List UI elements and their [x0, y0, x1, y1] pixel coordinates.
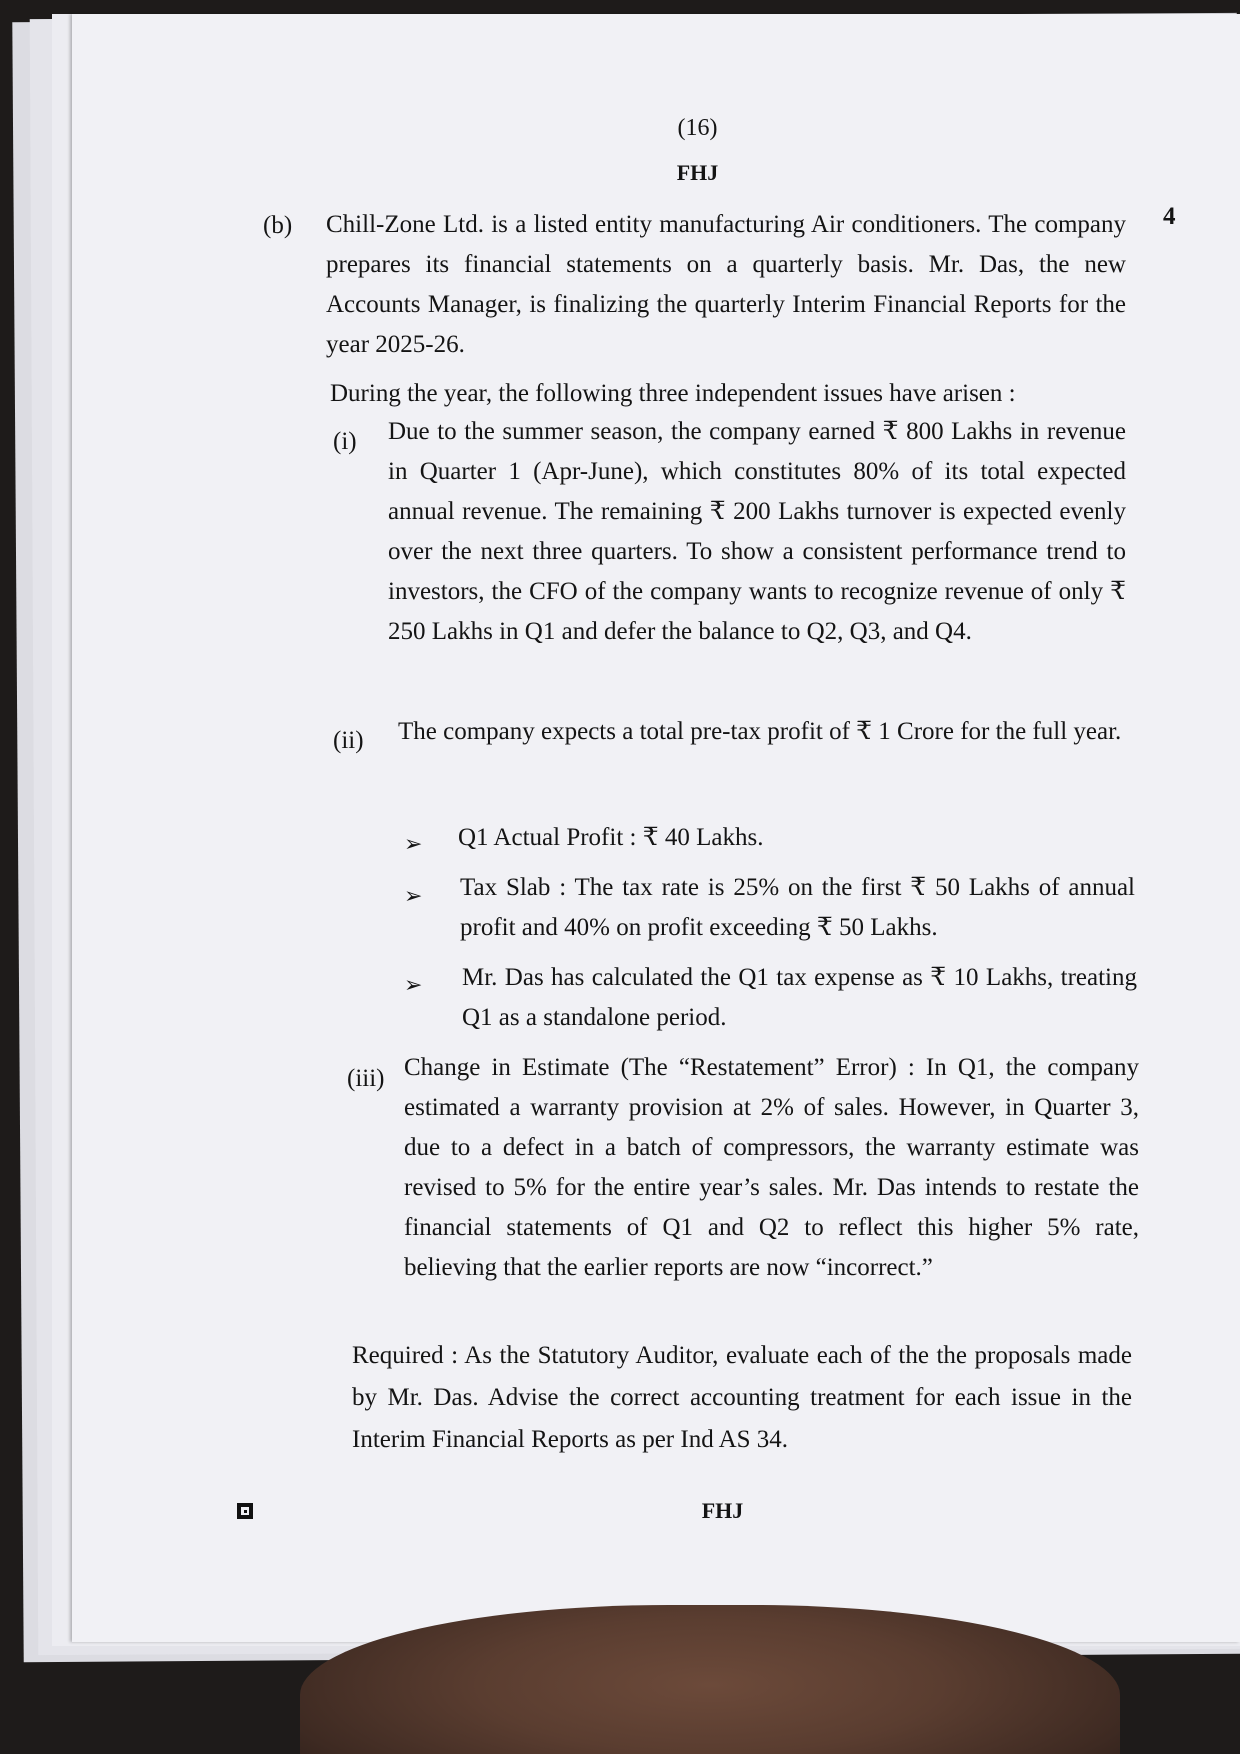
bullet-text-1: Q1 Actual Profit : ₹ 40 Lakhs. — [458, 824, 764, 851]
footer-code: FHJ — [701, 1498, 744, 1523]
required-instruction: Required : As the Statutory Auditor, evaluate each of the the proposals made by Mr. Das. Advise the correct accounting treatment for each issue in the Interim Financial Reports as per Ind AS 34. — [352, 1342, 1132, 1453]
bullet-text-2: Tax Slab : The tax rate is 25% on the first ₹ 50 Lakhs of annual profit and 40% on profit exceeding ₹ 50 Lakhs. — [460, 874, 1135, 941]
question-intro-2: During the year, the following three independent issues have arisen : — [330, 380, 1016, 407]
question-intro: Chill-Zone Ltd. is a listed entity manufacturing Air conditioners. The company prepares its financial statements on a quarterly basis. Mr. Das, the new Accounts Manager, is finalizing the quarterly Interim Financial Reports for the year 2025-26. — [326, 211, 1126, 358]
item-text-i: Due to the summer season, the company earned ₹ 800 Lakhs in revenue in Quarter 1 (Apr-June), which constitutes 80% of its total expected annual revenue. The remaining ₹ 200 Lakhs turnover is expected evenly over the next three quarters. To show a consistent performance trend to investors, the CFO of the company wants to recognize revenue of only ₹ 250 Lakhs in Q1 and defer the balance to Q2, Q3, and Q4. — [388, 418, 1126, 645]
item-label-ii: (ii) — [333, 727, 364, 754]
bullet-arrow-icon: ➢ — [404, 972, 423, 997]
item-label-iii: (iii) — [347, 1065, 385, 1092]
item-text-iii: Change in Estimate (The “Restatement” Error) : In Q1, the company estimated a warranty provision at 2% of sales. However, in Quarter 3, due to a defect in a batch of compressors, the warranty estimate was revised to 5% for the entire year’s sales. Mr. Das intends to restate the financial statements of Q1 and Q2 to reflect this higher 5% rate, believing that the earlier reports are now “incorrect.” — [404, 1054, 1139, 1281]
question-part-label: (b) — [263, 212, 293, 239]
page-number: (16) — [677, 115, 718, 141]
bullet-arrow-icon: ➢ — [404, 831, 423, 856]
item-label-i: (i) — [333, 428, 357, 455]
question-marks: 4 — [1163, 203, 1176, 230]
item-text-ii: The company expects a total pre-tax profit of ₹ 1 Crore for the full year. — [398, 718, 1122, 745]
bullet-text-3: Mr. Das has calculated the Q1 tax expense as ₹ 10 Lakhs, treating Q1 as a standalone period. — [462, 964, 1137, 1031]
page-code: FHJ — [676, 160, 719, 185]
bullet-arrow-icon: ➢ — [404, 883, 423, 908]
